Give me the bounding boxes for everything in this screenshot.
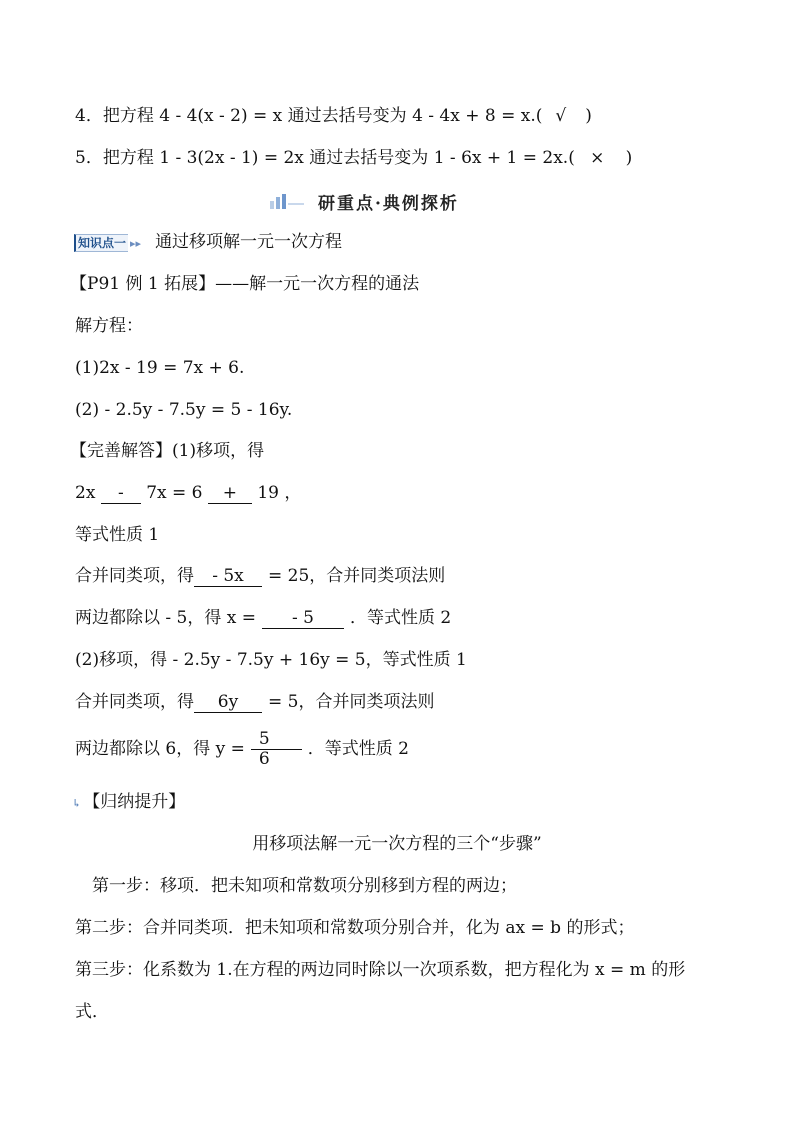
bar-graphic-icon (268, 191, 308, 211)
item-4-mark: √ (555, 106, 567, 126)
summary-step-1: 第一步：移项．把未知项和常数项分别移到方程的两边； (92, 876, 517, 896)
summary-title: 用移项法解一元一次方程的三个“步骤” (252, 834, 542, 854)
blank-answer: - 5x (194, 566, 262, 587)
example-prompt: 解方程： (75, 316, 143, 336)
expr-part: ．等式性质 2 (307, 739, 409, 759)
item-5-mark: × (590, 148, 605, 168)
solution-part-2-divide (75, 730, 409, 769)
item-4-text: 4．把方程 4 - 4(x - 2) = x 通过去括号变为 4 - 4x + 8 = x.( (75, 106, 543, 126)
example-heading: 【P91 例 1 拓展】——解一元一次方程的通法 (70, 274, 420, 294)
blank-operator: - (101, 483, 141, 504)
answer-underline (278, 749, 302, 750)
fraction-answer (251, 730, 278, 769)
solution-step-transpose (75, 481, 301, 505)
item-5-close: ) (625, 148, 633, 168)
equation-2: (2) - 2.5y - 7.5y = 5 - 16y. (75, 400, 293, 420)
expr-part: 2x (75, 483, 96, 503)
summary-step-3-continued: 式． (75, 1002, 109, 1022)
blank-answer: 6y (194, 692, 262, 713)
solution-property-1: 等式性质 1 (75, 525, 160, 545)
summary-heading: 【归纳提升】 (83, 792, 186, 812)
expr-part: 7x = 6 (146, 483, 203, 503)
expr-part: 合并同类项，得 (75, 566, 194, 586)
expr-part: ．等式性质 2 (350, 608, 452, 628)
expr-part: 两边都除以 - 5，得 x = (75, 608, 257, 628)
solution-combine (75, 564, 445, 588)
expr-part: = 5，合并同类项法则 (268, 692, 435, 712)
fraction-numerator: 5 (251, 730, 278, 750)
double-chevron-icon: ▸▸ (130, 237, 142, 250)
expr-part: = 25，合并同类项法则 (268, 566, 446, 586)
section-banner-title: 研重点·典例探析 (318, 193, 459, 214)
knowledge-point-tag: 知识点一 (74, 234, 128, 252)
item-5-text: 5．把方程 1 - 3(2x - 1) = 2x 通过去括号变为 1 - 6x + 1 = 2x.( (75, 148, 575, 168)
expr-part: 合并同类项，得 (75, 692, 194, 712)
summary-step-3: 第三步：化系数为 1.在方程的两边同时除以一次项系数，把方程化为 x = m 的形 (75, 960, 686, 980)
summary-heading-row (72, 790, 185, 816)
expr-part: 两边都除以 6，得 y = (75, 739, 245, 759)
fraction-denominator: 6 (258, 749, 270, 769)
solution-part-2-transpose: (2)移项，得 - 2.5y - 7.5y + 16y = 5，等式性质 1 (75, 650, 467, 670)
solution-intro: 【完善解答】(1)移项，得 (70, 441, 265, 461)
expr-part: 19 ， (257, 483, 302, 503)
knowledge-point (74, 230, 342, 256)
item-5 (75, 146, 632, 170)
summary-step-2: 第二步：合并同类项．把未知项和常数项分别合并，化为 ax = b 的形式； (75, 918, 635, 938)
item-4 (75, 104, 592, 128)
knowledge-point-title: 通过移项解一元一次方程 (155, 232, 343, 252)
section-banner (268, 188, 459, 214)
equation-1: (1)2x - 19 = 7x + 6. (75, 358, 245, 378)
item-4-close: ) (585, 106, 592, 126)
blank-operator: + (208, 483, 252, 504)
solution-part-2-combine (75, 690, 434, 714)
summary-marker-icon: ↳ (72, 797, 82, 810)
blank-answer: - 5 (262, 608, 344, 629)
solution-divide (75, 606, 451, 630)
